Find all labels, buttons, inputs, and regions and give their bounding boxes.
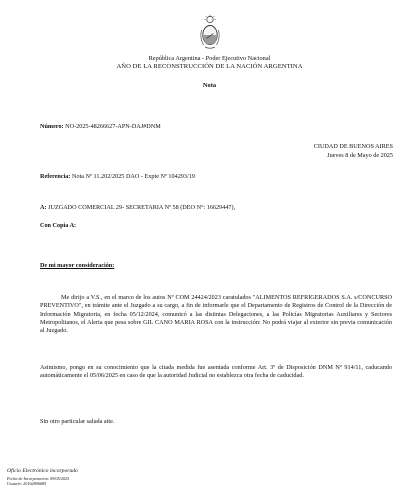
location: CIUDAD DE BUENOS AIRES bbox=[313, 143, 393, 150]
document-type: Nota bbox=[202, 82, 217, 89]
numero-row bbox=[40, 123, 161, 131]
coat-of-arms-icon bbox=[199, 14, 221, 50]
date: Jueves 8 de Mayo de 2025 bbox=[327, 152, 393, 159]
numero-value: NO-2025-48266627-APN-DAJ#DNM bbox=[65, 123, 161, 130]
footer-meta bbox=[7, 476, 69, 486]
destinatario-value: JUZGADO COMERCIAL 29- SECRETARIA Nº 58 (DEO N°: 16629447), bbox=[48, 204, 236, 211]
destinatario-row bbox=[40, 204, 235, 212]
header-line-1: República Argentina - Poder Ejecutivo Nacional bbox=[148, 55, 271, 62]
numero-label: Número: bbox=[40, 123, 64, 130]
salutation: De mi mayor consideración: bbox=[40, 262, 115, 269]
referencia-value: Nota Nº 11.202/2025 DAO - Expte Nº 104293/19 bbox=[72, 173, 195, 180]
destinatario-label: A: bbox=[40, 204, 47, 211]
paragraph-1: Me dirijo a V.S., en el marco de los autos Nº COM 24424/2023 caratulados "ALIMENTOS REFRIGERADOS S.A. s/CONCURSO PREVENTIVO", en trámite ante el Juzgado a su cargo, a fin de informarle que el Departamento de Registros de Control de la Dirección de Información Migratoria, en fecha 05/12/2024, comunicó a las distintas Delegaciones, a las Policías Migratorias Auxiliares y Sectores Metropolitanos, el Alerta que pesa sobre GIL CANO MARIA ROSA con la instrucción: No podrá viajar al exterior sin previa comunicación al Juzgado. bbox=[40, 294, 392, 335]
con-copia-label: Con Copia A: bbox=[40, 222, 77, 229]
footer-title: Oficio Electrónico incorporado bbox=[7, 468, 78, 474]
paragraph-2: Asimismo, pongo en su conocimiento que la citada medida fue asentada conforme Art. 3º de Disposición DNM Nº 914/11, caducando automáticamente el 05/06/2025 en caso de que la autoridad Judicial no establezca otra fecha de caducidad. bbox=[40, 364, 392, 380]
referencia-label: Referencia: bbox=[40, 173, 71, 180]
footer-user: Usuario: 20162806685 bbox=[7, 481, 47, 487]
referencia-row bbox=[40, 173, 195, 181]
closing-paragraph: Sin otro particular saluda atte. bbox=[40, 418, 115, 425]
footer-incorporation-date: Fecha de Incorporacion: 09/05/2025 bbox=[7, 476, 70, 481]
header-line-2: AÑO DE LA RECONSTRUCCIÓN DE LA NACIÓN ARGENTINA bbox=[116, 63, 303, 70]
